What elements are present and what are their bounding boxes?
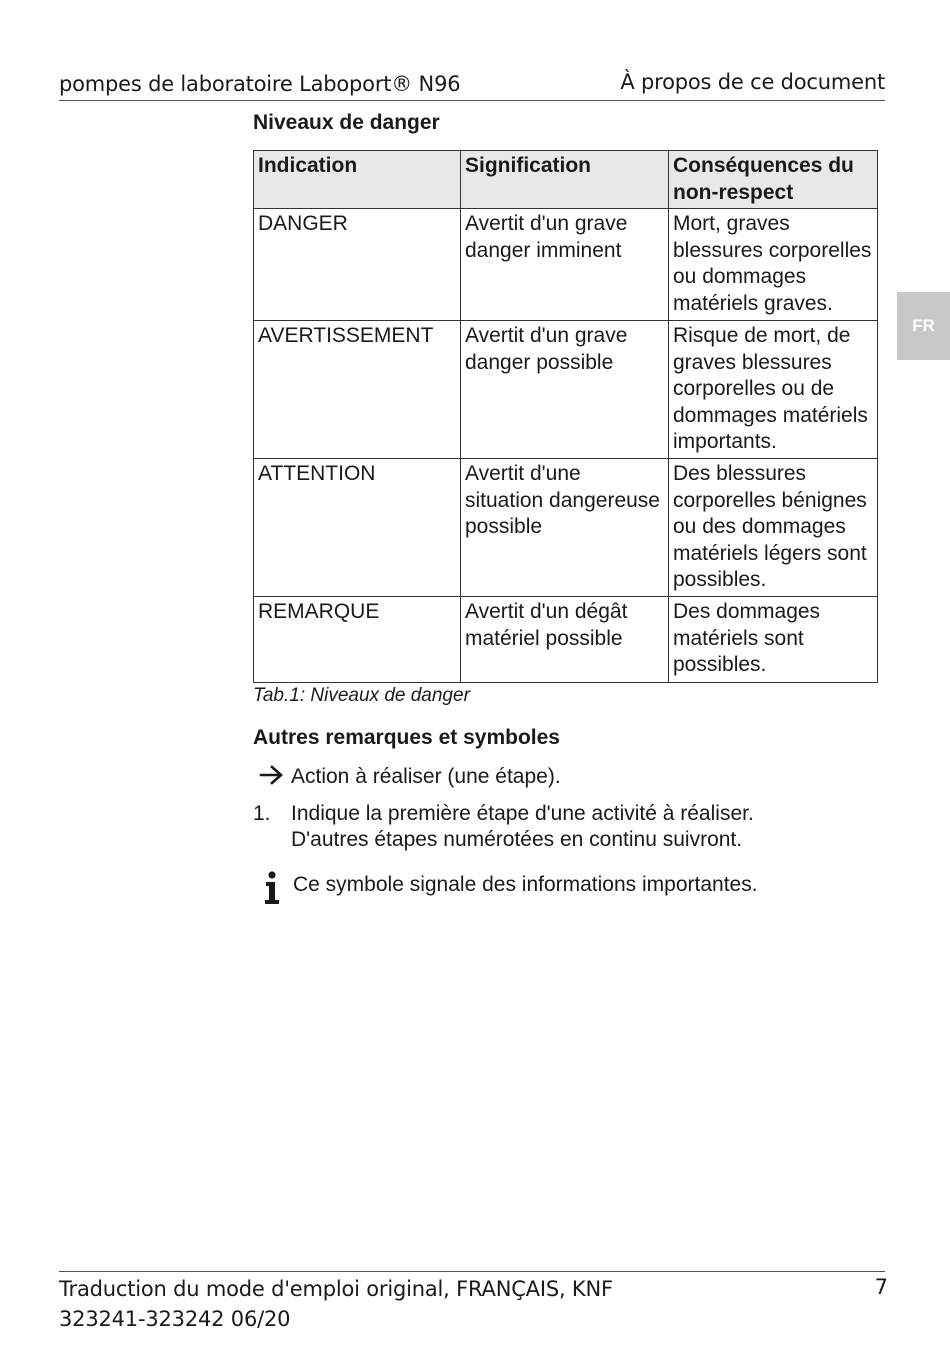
table-cell: ATTENTION: [254, 459, 461, 597]
header-section: À propos de ce document: [620, 70, 885, 94]
header-title: pompes de laboratoire Laboport® N96: [59, 72, 461, 96]
header-divider: [59, 100, 885, 101]
column-header: Signification: [461, 151, 669, 209]
column-header: Indication: [254, 151, 461, 209]
table-header-row: [254, 151, 878, 209]
step-number: 1.: [253, 802, 271, 825]
step-text-line2: D'autres étapes numérotées en continu suivront.: [291, 828, 743, 851]
arrow-right-icon: [258, 763, 286, 787]
table-cell: Des blessures corporelles bénignes ou des dommages matériels légers sont possibles.: [669, 459, 878, 597]
info-text: Ce symbole signale des informations importantes.: [293, 873, 758, 896]
info-icon: [262, 871, 282, 905]
table-row: [254, 597, 878, 683]
table-cell: AVERTISSEMENT: [254, 321, 461, 459]
footer-divider: [59, 1271, 885, 1272]
danger-levels-title: Niveaux de danger: [253, 111, 440, 134]
language-tab: FR: [897, 292, 950, 360]
table-cell: Avertit d'un grave danger possible: [461, 321, 669, 459]
symbols-title: Autres remarques et symboles: [253, 726, 560, 749]
action-text: Action à réaliser (une étape).: [291, 765, 561, 788]
table-cell: REMARQUE: [254, 597, 461, 683]
column-header: Conséquences du non-respect: [669, 151, 878, 209]
danger-levels-table: [253, 150, 878, 683]
table-cell: Avertit d'un grave danger imminent: [461, 209, 669, 321]
page-number: 7: [874, 1275, 888, 1299]
table-cell: Avertit d'une situation dangereuse possible: [461, 459, 669, 597]
table-cell: Des dommages matériels sont possibles.: [669, 597, 878, 683]
table-cell: Risque de mort, de graves blessures corporelles ou de dommages matériels importants.: [669, 321, 878, 459]
table-cell: DANGER: [254, 209, 461, 321]
footer-line1: Traduction du mode d'emploi original, FRANÇAIS, KNF: [59, 1277, 613, 1301]
table-caption: Tab.1: Niveaux de danger: [253, 685, 470, 706]
table-row: [254, 209, 878, 321]
table-row: [254, 459, 878, 597]
table-row: [254, 321, 878, 459]
table-cell: Mort, graves blessures corporelles ou dommages matériels graves.: [669, 209, 878, 321]
footer-line2: 323241-323242 06/20: [59, 1307, 291, 1331]
step-text-line1: Indique la première étape d'une activité à réaliser.: [291, 802, 754, 825]
table-cell: Avertit d'un dégât matériel possible: [461, 597, 669, 683]
